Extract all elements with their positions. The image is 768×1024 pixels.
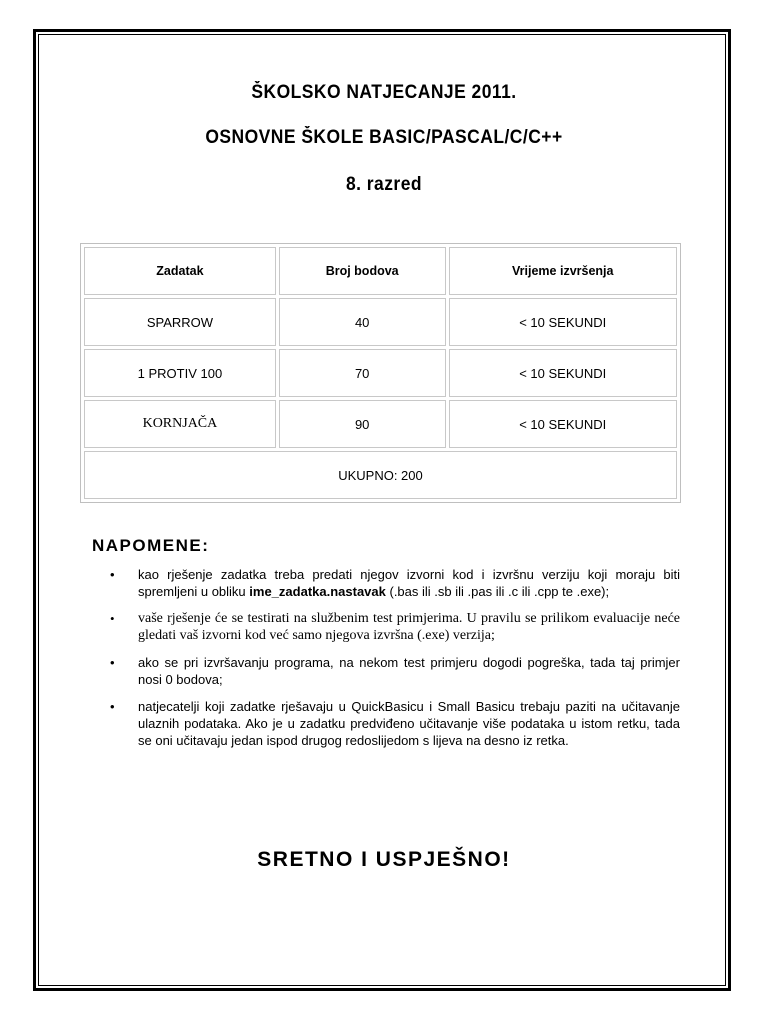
note-text: ako se pri izvršavanju programa, na nekom test primjeru dogodi pogreška, tada taj primjer nosi 0 bodova; [138, 655, 680, 687]
points-cell: 40 [279, 298, 446, 346]
table-total-row [84, 451, 677, 499]
closing-message: SRETNO I USPJEŠNO! [257, 848, 511, 871]
tasks-table [80, 243, 681, 503]
table-header-row [84, 247, 677, 295]
column-header-points: Broj bodova [279, 247, 446, 295]
bullet-icon: • [110, 567, 115, 582]
filename-format: ime_zadatka.nastavak [249, 584, 386, 599]
time-cell: < 10 SEKUNDI [449, 400, 678, 448]
list-item [110, 610, 680, 644]
notes-list [110, 566, 680, 759]
time-cell: < 10 SEKUNDI [449, 298, 678, 346]
note-text: (.bas ili .sb ili .pas ili .c ili .cpp te .exe); [385, 584, 610, 599]
column-header-time: Vrijeme izvršenja [449, 247, 678, 295]
note-text: kao rješenje zadatka treba predati njegov izvorni kod i izvršnu verziju koji moraju biti spremljeni u obliku [138, 567, 680, 599]
time-cell: < 10 SEKUNDI [449, 349, 678, 397]
points-cell: 70 [279, 349, 446, 397]
school-languages-title: OSNOVNE ŠKOLE BASIC/PASCAL/C/C++ [205, 127, 563, 148]
task-name-cell: KORNJAČA [84, 400, 276, 448]
list-item [110, 654, 680, 688]
list-item [110, 566, 680, 600]
note-text: natjecatelji koji zadatke rješavaju u QuickBasicu i Small Basicu trebaju paziti na učitavanje ulaznih podataka. Ako je u zadatku predviđeno učitavanje više podataka u istom retku, tada se oni učitavaju jedan ispod drugog redoslijedom s lijeva na desno iz retka. [138, 699, 680, 748]
table-row [84, 349, 677, 397]
task-name-cell: 1 PROTIV 100 [84, 349, 276, 397]
total-cell: UKUPNO: 200 [84, 451, 677, 499]
column-header-task: Zadatak [84, 247, 276, 295]
points-cell: 90 [279, 400, 446, 448]
table-row [84, 298, 677, 346]
task-name-cell: SPARROW [84, 298, 276, 346]
grade-title: 8. razred [345, 174, 423, 195]
competition-title: ŠKOLSKO NATJECANJE 2011. [251, 82, 517, 103]
bullet-icon: • [110, 611, 115, 626]
table-row [84, 400, 677, 448]
list-item [110, 698, 680, 749]
bullet-icon: • [110, 655, 115, 670]
note-text: vaše rješenje će se testirati na službenim test primjerima. U pravilu se prilikom evaluacije neće gledati vaš izvorni kod već samo njegova izvršna (.exe) verzija; [138, 611, 680, 643]
bullet-icon: • [110, 699, 115, 714]
notes-title: NAPOMENE: [92, 536, 210, 555]
